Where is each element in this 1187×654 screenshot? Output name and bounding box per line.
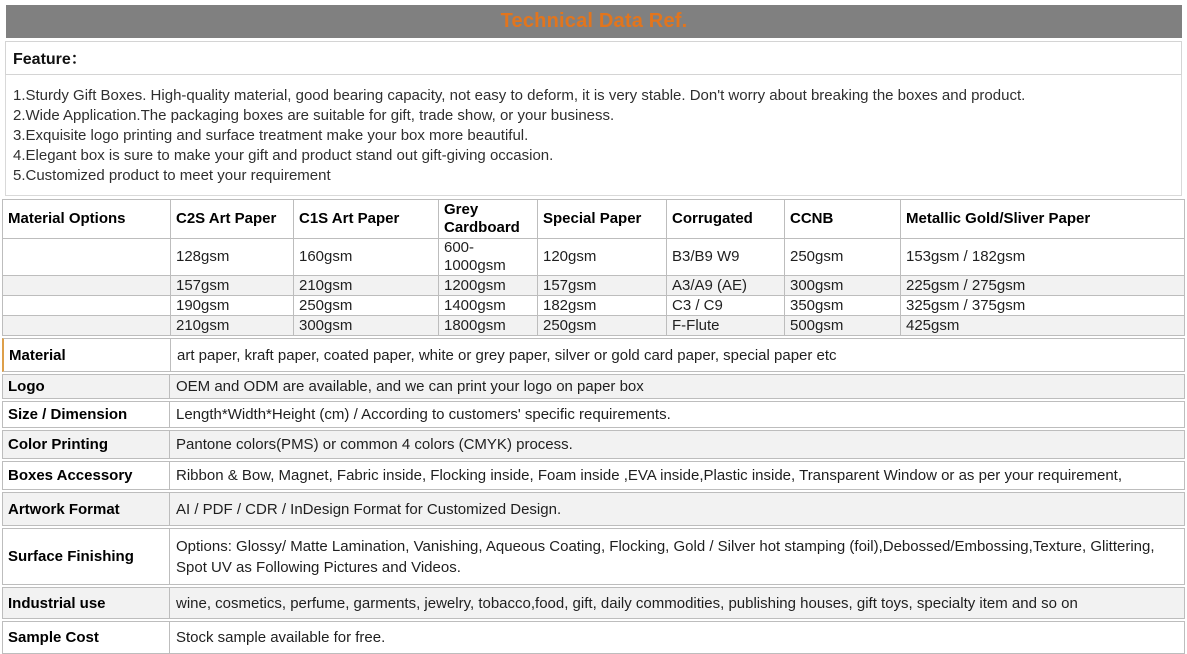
spec-row-material bbox=[2, 338, 1185, 372]
spec-value: Pantone colors(PMS) or common 4 colors (CMYK) process. bbox=[176, 436, 573, 453]
feature-heading-box bbox=[5, 41, 1182, 75]
materials-data-row bbox=[3, 276, 1185, 296]
feature-item-5: 5.Customized product to meet your requirement bbox=[13, 167, 331, 184]
spec-label: Color Printing bbox=[3, 431, 170, 458]
spec-row-logo bbox=[2, 374, 1185, 399]
spec-label: Size / Dimension bbox=[3, 402, 170, 427]
materials-cell: 300gsm bbox=[294, 316, 439, 336]
materials-cell: 250gsm bbox=[538, 316, 667, 336]
materials-cell bbox=[3, 239, 171, 276]
materials-col-header: Grey Cardboard bbox=[439, 200, 538, 239]
materials-cell bbox=[3, 276, 171, 296]
spec-row-size-dimension bbox=[2, 401, 1185, 428]
materials-table bbox=[2, 199, 1185, 336]
spec-label: Surface Finishing bbox=[3, 529, 170, 584]
materials-cell: F-Flute bbox=[667, 316, 785, 336]
spec-row-sample-cost bbox=[2, 621, 1185, 654]
feature-item-1: 1.Sturdy Gift Boxes. High-quality material, good bearing capacity, not easy to deform, it is very stable. Don't worry about breaking the boxes and product. bbox=[13, 87, 1026, 104]
materials-cell: A3/A9 (AE) bbox=[667, 276, 785, 296]
spec-label: Artwork Format bbox=[3, 493, 170, 525]
materials-table-body bbox=[3, 239, 1185, 336]
spec-value: art paper, kraft paper, coated paper, white or grey paper, silver or gold card paper, special paper etc bbox=[177, 346, 837, 364]
materials-cell: 190gsm bbox=[171, 296, 294, 316]
materials-cell: 210gsm bbox=[171, 316, 294, 336]
materials-cell: 182gsm bbox=[538, 296, 667, 316]
feature-item-3: 3.Exquisite logo printing and surface treatment make your box more beautiful. bbox=[13, 127, 529, 144]
materials-cell: 160gsm bbox=[294, 239, 439, 276]
feature-item-4: 4.Elegant box is sure to make your gift and product stand out gift-giving occasion. bbox=[13, 147, 554, 164]
spec-rows bbox=[2, 338, 1185, 654]
spec-row-boxes-accessory bbox=[2, 461, 1185, 490]
materials-header-row bbox=[3, 200, 1185, 239]
feature-item-2: 2.Wide Application.The packaging boxes are suitable for gift, trade show, or your business. bbox=[13, 107, 615, 124]
spec-value: AI / PDF / CDR / InDesign Format for Customized Design. bbox=[176, 500, 562, 518]
materials-col-header: Special Paper bbox=[538, 200, 667, 239]
spec-label: Sample Cost bbox=[3, 622, 170, 653]
page bbox=[0, 5, 1187, 646]
materials-cell: 250gsm bbox=[294, 296, 439, 316]
feature-heading: Feature： bbox=[13, 51, 87, 68]
materials-cell: 300gsm bbox=[785, 276, 901, 296]
spec-row-industrial-use bbox=[2, 587, 1185, 619]
materials-cell: 1200gsm bbox=[439, 276, 538, 296]
materials-cell: C3 / C9 bbox=[667, 296, 785, 316]
spec-value: Stock sample available for free. bbox=[176, 629, 386, 646]
spec-label: Industrial use bbox=[3, 588, 170, 618]
spec-value: wine, cosmetics, perfume, garments, jewelry, tobacco,food, gift, daily commodities, publishing houses, gift toys, specialty item and so on bbox=[176, 594, 1078, 612]
spec-value: Length*Width*Height (cm) / According to customers' specific requirements. bbox=[176, 406, 671, 423]
spec-label: Material bbox=[4, 339, 171, 371]
materials-cell: 500gsm bbox=[785, 316, 901, 336]
materials-cell: 325gsm / 375gsm bbox=[901, 296, 1185, 316]
materials-cell: 1400gsm bbox=[439, 296, 538, 316]
materials-cell: 225gsm / 275gsm bbox=[901, 276, 1185, 296]
materials-cell: 153gsm / 182gsm bbox=[901, 239, 1185, 276]
materials-col-header: Metallic Gold/Sliver Paper bbox=[901, 200, 1185, 239]
materials-cell: 120gsm bbox=[538, 239, 667, 276]
page-title: Technical Data Ref. bbox=[500, 10, 688, 32]
spec-value: Ribbon & Bow, Magnet, Fabric inside, Flocking inside, Foam inside ,EVA inside,Plastic inside, Transparent Window or as per your requirement, bbox=[176, 467, 1123, 484]
spec-row-artwork-format bbox=[2, 492, 1185, 526]
materials-data-row bbox=[3, 239, 1185, 276]
materials-cell: B3/B9 W9 bbox=[667, 239, 785, 276]
spec-value: OEM and ODM are available, and we can print your logo on paper box bbox=[176, 378, 644, 395]
materials-data-row bbox=[3, 296, 1185, 316]
materials-col-header: C2S Art Paper bbox=[171, 200, 294, 239]
materials-cell bbox=[3, 296, 171, 316]
materials-cell: 250gsm bbox=[785, 239, 901, 276]
materials-cell: 157gsm bbox=[171, 276, 294, 296]
spec-label: Logo bbox=[3, 375, 170, 398]
materials-cell bbox=[3, 316, 171, 336]
materials-cell: 350gsm bbox=[785, 296, 901, 316]
spec-label: Boxes Accessory bbox=[3, 462, 170, 489]
materials-data-row bbox=[3, 316, 1185, 336]
spec-row-surface-finishing bbox=[2, 528, 1185, 585]
materials-col-header: Corrugated bbox=[667, 200, 785, 239]
materials-cell: 600-1000gsm bbox=[439, 239, 538, 276]
feature-list bbox=[5, 75, 1182, 196]
materials-cell: 210gsm bbox=[294, 276, 439, 296]
materials-table-wrap bbox=[2, 199, 1185, 336]
spec-row-color-printing bbox=[2, 430, 1185, 459]
materials-cell: 128gsm bbox=[171, 239, 294, 276]
spec-value: Options: Glossy/ Matte Lamination, Vanishing, Aqueous Coating, Flocking, Gold / Silver hot stamping (foil),Debossed/Embossing,Texture, Glittering, Spot UV as Following Pictures and Videos. bbox=[176, 537, 1155, 576]
materials-col-header: CCNB bbox=[785, 200, 901, 239]
materials-col-header: Material Options bbox=[3, 200, 171, 239]
materials-col-header: C1S Art Paper bbox=[294, 200, 439, 239]
materials-cell: 157gsm bbox=[538, 276, 667, 296]
materials-cell: 1800gsm bbox=[439, 316, 538, 336]
materials-cell: 425gsm bbox=[901, 316, 1185, 336]
title-bar bbox=[6, 5, 1182, 38]
